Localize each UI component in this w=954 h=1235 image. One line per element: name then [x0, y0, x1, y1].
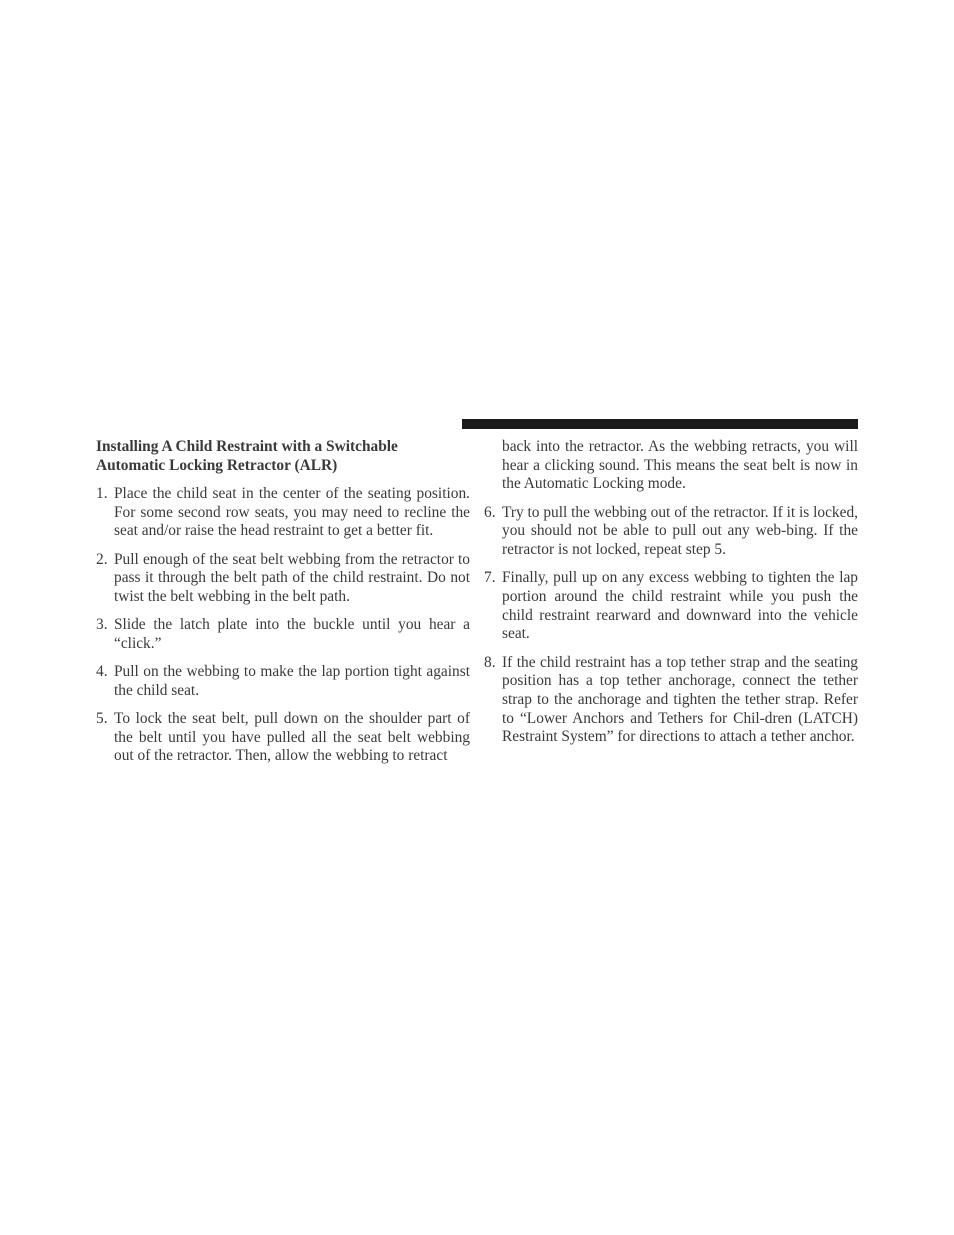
list-item-step-8 — [484, 654, 858, 748]
section-heading-line2: Automatic Locking Retractor (ALR) — [96, 456, 338, 474]
section-heading — [96, 438, 470, 475]
step-number: 4. — [96, 663, 108, 681]
step-5-continuation: back into the retractor. As the webbing retracts, you will hear a clicking sound. This means the seat belt is now in the Automatic Locking mode. — [502, 438, 858, 493]
list-item-step-7 — [484, 569, 858, 644]
step-text: Try to pull the webbing out of the retractor. If it is locked, you should not be able to pull out any web-bing. If the retractor is not locked, repeat step 5. — [502, 503, 858, 559]
step-text: Place the child seat in the center of the seating position. For some second row seats, you may need to recline the seat and/or raise the head restraint to get a better fit. — [114, 484, 470, 540]
list-item-step-1 — [96, 485, 470, 541]
step-text: Pull on the webbing to make the lap portion tight against the child seat. — [114, 663, 470, 699]
step-number: 3. — [96, 616, 108, 634]
section-divider-bar — [462, 419, 858, 429]
step-number: 8. — [484, 653, 496, 671]
list-item-step-4 — [96, 663, 470, 700]
step-text: Pull enough of the seat belt webbing from the retractor to pass it through the belt path of the child restraint. Do not twist the belt webbing in the belt path. — [114, 550, 470, 605]
step-number: 7. — [484, 569, 496, 587]
list-item-step-3 — [96, 616, 470, 653]
step-number: 1. — [96, 484, 108, 502]
step-number: 5. — [96, 709, 108, 727]
step-text: To lock the seat belt, pull down on the shoulder part of the belt until you have pulled all the seat belt webbing out of the retractor. Then, allow the webbing to retract — [114, 709, 470, 765]
list-item-step-6 — [484, 504, 858, 560]
section-heading-line1: Installing A Child Restraint with a Switchable — [96, 438, 398, 455]
step-text: If the child restraint has a top tether strap and the seating position has a top tether anchorage, connect the tether strap to the anchorage and tighten the tether strap. Refer to “Lower Anchors and Tethers for Chil-dren (LATCH) Restraint System” for directions to attach a tether anchor. — [502, 653, 858, 746]
step-number: 6. — [484, 503, 496, 521]
right-column — [484, 438, 858, 757]
list-item-step-2 — [96, 551, 470, 607]
step-number: 2. — [96, 550, 108, 568]
step-text: Slide the latch plate into the buckle until you hear a “click.” — [114, 616, 470, 652]
left-column — [96, 438, 470, 776]
step-text: Finally, pull up on any excess webbing to tighten the lap portion around the child restraint while you push the child restraint rearward and downward into the vehicle seat. — [502, 569, 858, 643]
list-item-step-5 — [96, 710, 470, 766]
